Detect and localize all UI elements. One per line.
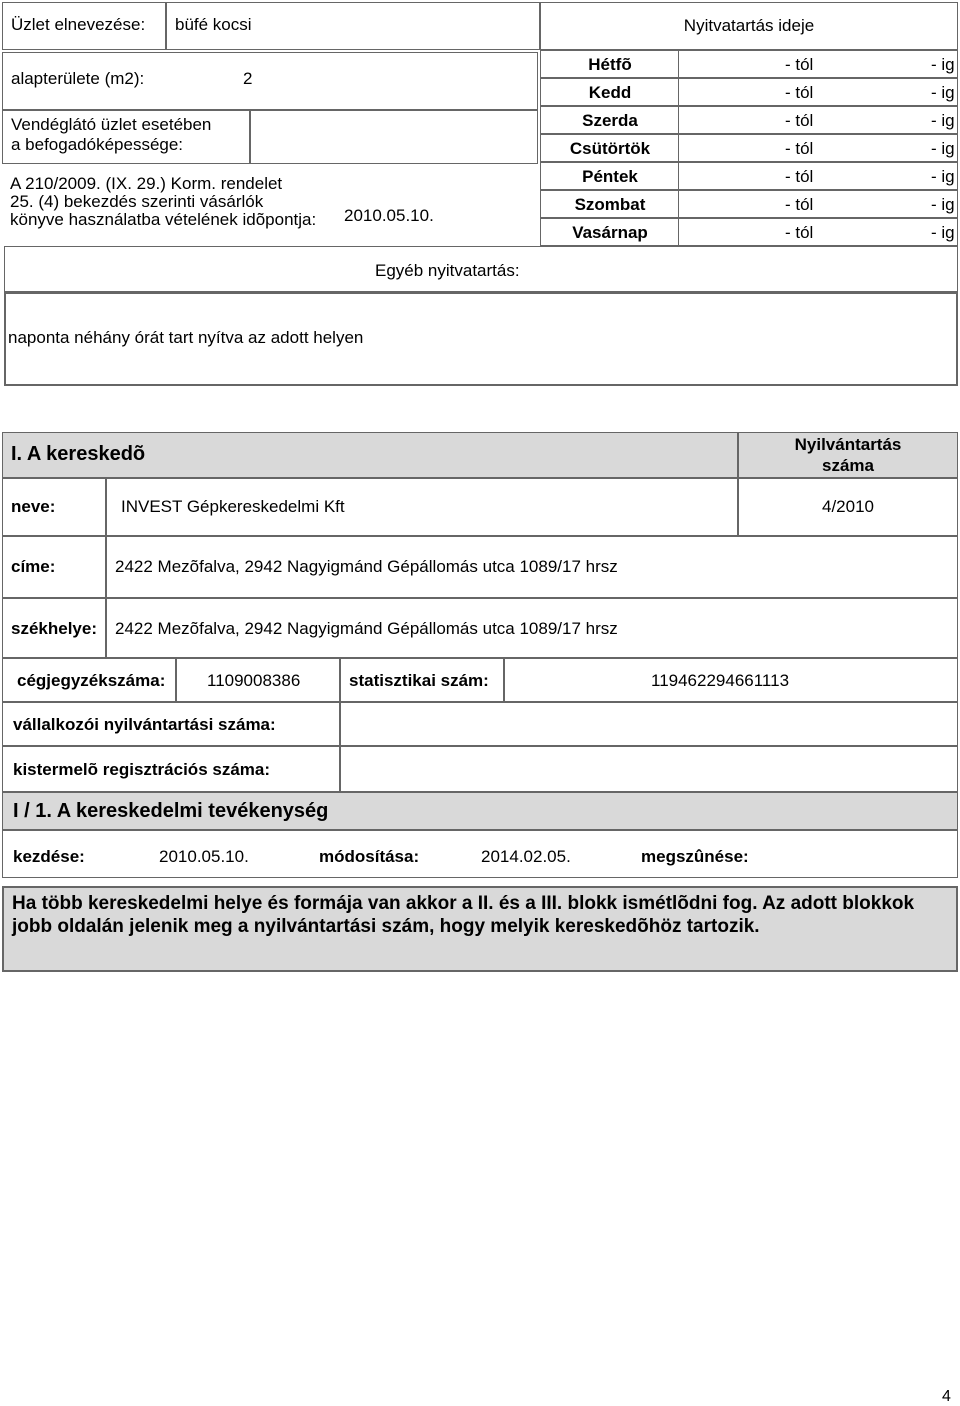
hours-row (540, 78, 958, 106)
area-value: 2 (243, 69, 253, 88)
start-value: 2010.05.10. (159, 847, 249, 866)
seat-value: 2422 Mezõfalva, 2942 Nagyigmánd Gépállomás utca 1089/17 hrsz (115, 619, 618, 638)
company-reg-label: cégjegyzékszáma: (17, 671, 166, 690)
producer-value-cell (340, 746, 958, 792)
day-label: Szombat (574, 195, 646, 214)
stat-value: 119462294661113 (651, 671, 790, 690)
entrepreneur-value-cell (340, 702, 958, 746)
seat-label: székhelye: (11, 619, 97, 638)
address-value: 2422 Mezõfalva, 2942 Nagyigmánd Gépállomás utca 1089/17 hrsz (115, 557, 618, 576)
stat-label: statisztikai szám: (349, 671, 489, 690)
hours-title: Nyitvatartás ideje (683, 16, 815, 35)
shop-name-label: Üzlet elnevezése: (11, 15, 146, 34)
producer-label-cell (2, 746, 340, 792)
activity-title-cell (2, 792, 958, 830)
capacity-value-cell (250, 110, 538, 164)
other-hours-text: naponta néhány órát tart nyítva az adott helyen (8, 328, 364, 347)
hours-row (540, 106, 958, 134)
hours-title-cell (540, 2, 958, 50)
from-label: - tól (785, 83, 814, 102)
registry-header-cell (738, 432, 958, 478)
entrepreneur-label-cell (2, 702, 340, 746)
day-label: Hétfõ (588, 55, 632, 74)
from-label: - tól (785, 195, 814, 214)
company-reg-value-cell (176, 658, 340, 702)
hours-row (540, 218, 958, 246)
regulation-line-3: könyve használatba vételének idõpontja: (10, 210, 317, 229)
registry-value: 4/2010 (822, 497, 874, 516)
name-value: INVEST Gépkereskedelmi Kft (121, 497, 345, 516)
regulation-line-1: A 210/2009. (IX. 29.) Korm. rendelet (10, 174, 283, 193)
capacity-label-2: a befogadóképessége: (11, 135, 184, 154)
from-label: - tól (785, 139, 814, 158)
producer-label: kistermelõ regisztrációs száma: (13, 760, 271, 779)
to-label: - ig (931, 139, 955, 158)
from-label: - tól (785, 55, 814, 74)
other-hours-title-cell (4, 246, 958, 292)
from-label: - tól (785, 167, 814, 186)
hours-row (540, 134, 958, 162)
seat-label-cell (2, 598, 106, 658)
capacity-cell (2, 110, 250, 164)
to-label: - ig (931, 55, 955, 74)
to-label: - ig (931, 111, 955, 130)
note-text: Ha több kereskedelmi helye és formája van akkor a II. és a III. blokk ismétlõdni fog. Az adott blokkok jobb oldalán jelenik meg a nyilvántartási szám, hogy melyik kereskedõhöz tartozik. (12, 893, 915, 937)
hours-row (540, 50, 958, 78)
shop-name-value-cell (166, 2, 540, 50)
day-label: Szerda (582, 111, 638, 130)
shop-name-label-cell (2, 2, 166, 50)
regulation-block (2, 164, 538, 244)
stat-label-cell (340, 658, 504, 702)
hours-table (540, 50, 958, 246)
to-label: - ig (931, 195, 955, 214)
entrepreneur-label: vállalkozói nyilvántartási száma: (13, 715, 276, 734)
area-label: alapterülete (m2): (11, 69, 145, 88)
modified-value: 2014.02.05. (481, 847, 571, 866)
registry-header-1: Nyilvántartás (794, 435, 902, 454)
to-label: - ig (931, 223, 955, 242)
registry-value-cell (738, 478, 958, 536)
to-label: - ig (931, 167, 955, 186)
capacity-label-1: Vendéglátó üzlet esetében (11, 115, 212, 134)
day-label: Kedd (588, 83, 632, 102)
to-label: - ig (931, 83, 955, 102)
seat-value-cell (106, 598, 958, 658)
trader-title-cell (2, 432, 738, 478)
regulation-date: 2010.05.10. (344, 206, 434, 225)
company-reg-label-cell (2, 658, 176, 702)
day-label: Vasárnap (572, 223, 648, 242)
hours-row (540, 190, 958, 218)
day-label: Csütörtök (569, 139, 651, 158)
name-value-cell (106, 478, 738, 536)
from-label: - tól (785, 111, 814, 130)
address-value-cell (106, 536, 958, 598)
other-hours-text-cell (4, 292, 958, 386)
name-label-cell (2, 478, 106, 536)
company-reg-value: 1109008386 (207, 671, 301, 690)
end-label: megszûnése: (641, 847, 749, 866)
address-label: címe: (11, 557, 56, 576)
day-label: Péntek (582, 167, 638, 186)
address-label-cell (2, 536, 106, 598)
hours-row (540, 162, 958, 190)
regulation-line-2: 25. (4) bekezdés szerinti vásárlók (10, 192, 264, 211)
stat-value-cell (504, 658, 958, 702)
registry-header-2: száma (822, 456, 874, 475)
name-label: neve: (11, 497, 56, 516)
activity-section-title: I / 1. A kereskedelmi tevékenység (13, 800, 329, 822)
activity-dates-row (2, 830, 958, 878)
other-hours-title: Egyéb nyitvatartás: (375, 261, 520, 280)
note-box (2, 886, 958, 972)
shop-name-value: büfé kocsi (175, 15, 252, 34)
modified-label: módosítása: (319, 847, 420, 866)
area-cell (2, 52, 538, 110)
from-label: - tól (785, 223, 814, 242)
trader-section-title: I. A kereskedõ (11, 443, 146, 465)
hours-day-divider (678, 50, 679, 246)
page-number: 4 (942, 1388, 951, 1405)
start-label: kezdése: (13, 847, 85, 866)
